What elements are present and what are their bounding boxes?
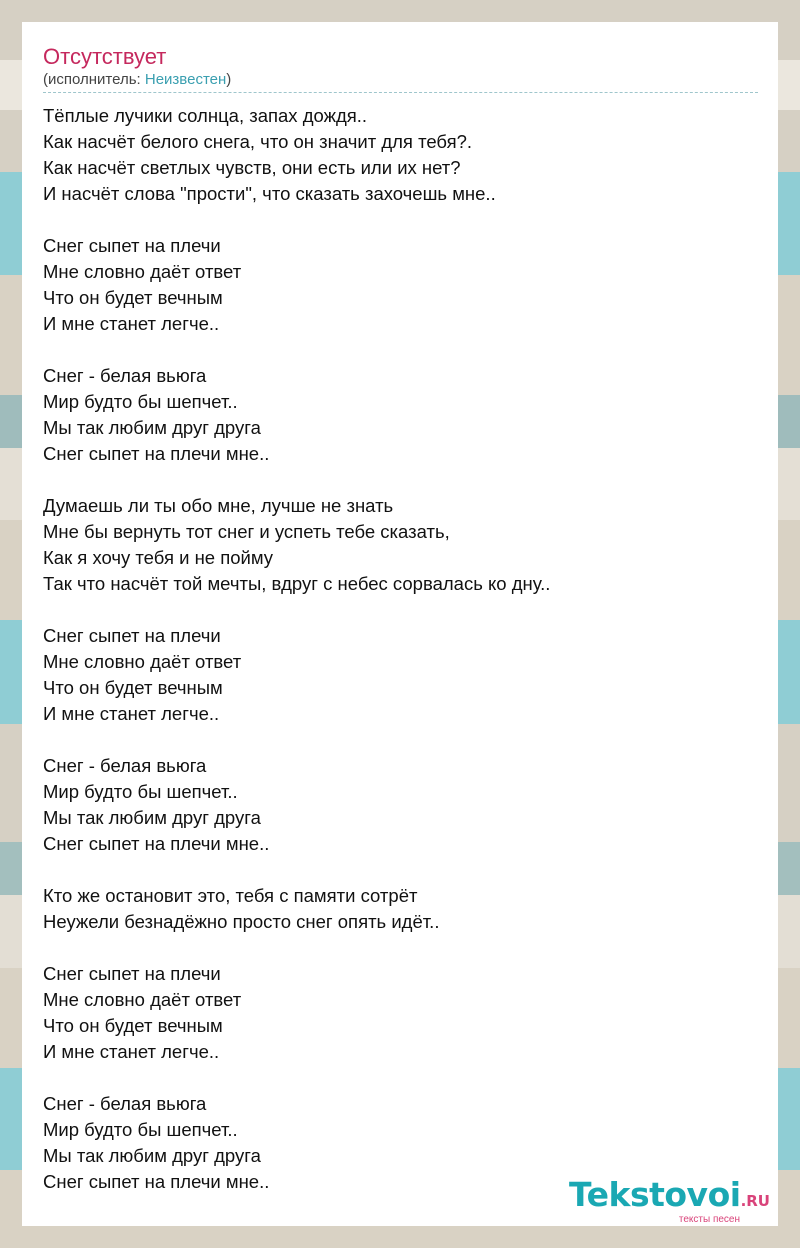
lyric-line: И мне станет легче.. xyxy=(43,1041,220,1062)
lyric-line: Тёплые лучики солнца, запах дождя.. xyxy=(43,105,368,126)
song-title: Отсутствует xyxy=(43,44,167,69)
lyric-line: Снег сыпет на плечи xyxy=(43,963,221,984)
lyric-line: Снег - белая вьюга xyxy=(43,1093,207,1114)
stanza-break xyxy=(43,935,758,961)
lyric-line: Мне словно даёт ответ xyxy=(43,651,242,672)
lyric-line: Думаешь ли ты обо мне, лучше не знать xyxy=(43,495,394,516)
lyric-line: И насчёт слова "прости", что сказать захочешь мне.. xyxy=(43,183,496,204)
stanza-break xyxy=(43,337,758,363)
site-logo[interactable] xyxy=(569,1175,770,1226)
lyric-line: Что он будет вечным xyxy=(43,287,223,308)
lyric-line: Неужели безнадёжно просто снег опять идёт.. xyxy=(43,911,440,932)
lyric-line: Снег - белая вьюга xyxy=(43,365,207,386)
lyric-line: Что он будет вечным xyxy=(43,677,223,698)
lyric-line: Мир будто бы шепчет.. xyxy=(43,781,238,802)
lyric-line: Мир будто бы шепчет.. xyxy=(43,1119,238,1140)
lyric-line: Снег сыпет на плечи мне.. xyxy=(43,833,270,854)
artist-link[interactable]: Неизвестен xyxy=(144,71,227,88)
stanza-break xyxy=(43,857,758,883)
lyric-line: Снег сыпет на плечи мне.. xyxy=(43,1171,270,1192)
lyric-line: Мир будто бы шепчет.. xyxy=(43,391,238,412)
lyric-line: Так что насчёт той мечты, вдруг с небес сорвалась ко дну.. xyxy=(43,573,551,594)
lyric-line: И мне станет легче.. xyxy=(43,703,220,724)
artist-prefix: (исполнитель: xyxy=(43,71,145,88)
lyric-line: Снег сыпет на плечи xyxy=(43,235,221,256)
lyric-line: Мне словно даёт ответ xyxy=(43,989,242,1010)
lyric-line: Как насчёт светлых чувств, они есть или их нет? xyxy=(43,157,461,178)
stanza-break xyxy=(43,207,758,233)
lyric-line: Что он будет вечным xyxy=(43,1015,223,1036)
lyric-line: Как насчёт белого снега, что он значит для тебя?. xyxy=(43,131,473,152)
logo-wordmark xyxy=(569,1175,770,1218)
stanza-break xyxy=(43,727,758,753)
artist-suffix: ) xyxy=(226,71,232,88)
lyric-line: Мы так любим друг друга xyxy=(43,1145,261,1166)
lyric-line: Мы так любим друг друга xyxy=(43,807,261,828)
lyrics-card xyxy=(22,22,778,1226)
lyric-line: И мне станет легче.. xyxy=(43,313,220,334)
logo-main-text: Tekstovoi xyxy=(569,1175,741,1214)
lyric-line: Как я хочу тебя и не пойму xyxy=(43,547,274,568)
stanza-break xyxy=(43,597,758,623)
lyric-line: Снег сыпет на плечи мне.. xyxy=(43,443,270,464)
artist-line xyxy=(43,70,758,93)
stanza-break xyxy=(43,467,758,493)
lyric-line: Мне бы вернуть тот снег и успеть тебе сказать, xyxy=(43,521,450,542)
lyric-line: Мне словно даёт ответ xyxy=(43,261,242,282)
lyric-line: Снег - белая вьюга xyxy=(43,755,207,776)
lyric-line: Мы так любим друг друга xyxy=(43,417,261,438)
logo-domain: .RU xyxy=(740,1192,770,1210)
logo-tagline: тексты песен xyxy=(678,1214,740,1225)
lyrics-text xyxy=(43,103,758,1195)
stanza-break xyxy=(43,1065,758,1091)
lyric-line: Кто же остановит это, тебя с памяти сотрёт xyxy=(43,885,418,906)
lyric-line: Снег сыпет на плечи xyxy=(43,625,221,646)
